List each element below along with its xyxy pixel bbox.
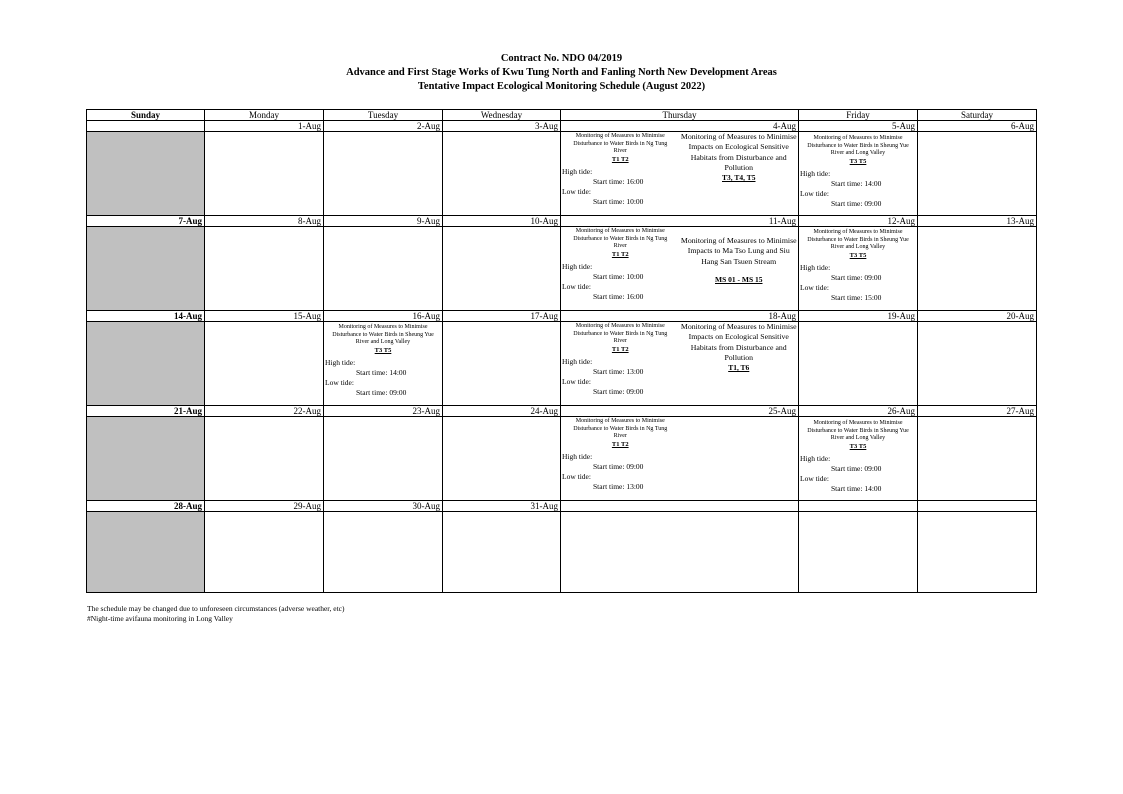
week-5-body [87,512,1037,593]
transect-tag: T3, T4, T5 [722,173,756,183]
date-cell: 25-Aug [561,406,799,417]
high-tide-start-time: Start time: 14:00 [356,368,407,378]
date-cell: 27-Aug [918,406,1037,417]
date-cell: 3-Aug [443,121,561,132]
empty-day-cell [443,417,561,501]
high-tide-start-time: Start time: 09:00 [831,273,882,283]
footnote-night-monitoring: #Night-time avifauna monitoring in Long Valley [87,614,233,623]
day-header-wednesday: Wednesday [443,110,561,121]
date-cell: 7-Aug [87,216,205,227]
week-2-dates [87,216,1037,227]
high-tide-label: High tide: [800,262,831,272]
day-header-thursday: Thursday [561,110,799,121]
schedule-title: Tentative Impact Ecological Monitoring Schedule (August 2022) [417,81,706,92]
transect-tag: T1 T2 [611,251,629,259]
date-cell: 11-Aug [561,216,799,227]
low-tide-label: Low tide: [562,187,591,197]
high-tide-start-time: Start time: 13:00 [593,367,644,377]
activity-description: Monitoring of Measures to Minimise Disturbance to Water Birds in Sheung Yue River and Long Valley T3 T5 [807,135,909,166]
day-header-row [87,110,1037,121]
empty-day-cell [443,322,561,406]
high-tide-start-time: Start time: 16:00 [593,177,644,187]
high-tide-start-time: Start time: 09:00 [831,464,882,474]
date-cell: 22-Aug [205,406,324,417]
empty-day-cell [918,227,1037,311]
week-2-body [87,227,1037,311]
footnotes [87,604,345,624]
empty-day-cell [205,322,324,406]
week-5-dates [87,501,1037,512]
empty-day-cell [205,417,324,501]
date-cell: 23-Aug [324,406,443,417]
day-header-saturday: Saturday [918,110,1037,121]
day-header-friday: Friday [799,110,918,121]
empty-day-cell [324,417,443,501]
activity-cell [561,132,799,216]
date-cell [799,501,918,512]
low-tide-start-time: Start time: 13:00 [593,482,644,492]
low-tide-start-time: Start time: 09:00 [356,388,407,398]
transect-tag: T3 T5 [374,347,392,355]
date-cell: 17-Aug [443,311,561,322]
empty-day-cell [324,132,443,216]
project-title: Advance and First Stage Works of Kwu Tung North and Fanling North New Development Areas [346,67,777,78]
sunday-shaded-cell [87,322,205,406]
empty-day-cell [205,227,324,311]
day-header-monday: Monday [205,110,324,121]
date-cell: 30-Aug [324,501,443,512]
activity-cell [324,322,443,406]
sunday-shaded-cell [87,132,205,216]
low-tide-label: Low tide: [562,472,591,482]
activity-description: Monitoring of Measures to Minimise Disturbance to Water Birds in Ng Tung River T1 T2 [573,323,668,354]
day-header-sunday: Sunday [87,110,205,121]
empty-day-cell [324,512,443,593]
high-tide-label: High tide: [562,451,593,461]
low-tide-start-time: Start time: 16:00 [593,292,644,302]
date-cell: 1-Aug [205,121,324,132]
date-cell: 21-Aug [87,406,205,417]
week-1-body [87,132,1037,216]
activity-description: Monitoring of Measures to Minimise Disturbance to Water Birds in Ng Tung River T1 T2 [573,418,668,449]
low-tide-label: Low tide: [800,189,829,199]
date-cell: 8-Aug [205,216,324,227]
week-4-dates [87,406,1037,417]
low-tide-start-time: Start time: 09:00 [593,387,644,397]
high-tide-start-time: Start time: 10:00 [593,272,644,282]
low-tide-label: Low tide: [562,377,591,387]
activity-cell [799,132,918,216]
low-tide-start-time: Start time: 10:00 [593,197,644,207]
empty-day-cell [443,227,561,311]
sunday-shaded-cell [87,512,205,593]
week-4-body [87,417,1037,501]
date-cell [561,501,799,512]
empty-day-cell [918,417,1037,501]
high-tide-label: High tide: [562,356,593,366]
low-tide-label: Low tide: [800,474,829,484]
high-tide-label: High tide: [562,166,593,176]
document-header [0,52,1123,94]
transect-tag: T1 T2 [611,156,629,164]
high-tide-label: High tide: [800,453,831,463]
activity-cell [561,417,799,501]
transect-tag: T3 T5 [849,443,867,451]
low-tide-label: Low tide: [800,283,829,293]
activity-cell [561,227,799,311]
date-cell: 24-Aug [443,406,561,417]
empty-day-cell [799,322,918,406]
activity-cell [799,417,918,501]
monitoring-calendar [86,109,1037,593]
empty-day-cell [324,227,443,311]
week-3-body [87,322,1037,406]
week-3-dates [87,311,1037,322]
high-tide-start-time: Start time: 09:00 [593,462,644,472]
contract-number: Contract No. NDO 04/2019 [500,53,623,64]
empty-day-cell [443,512,561,593]
low-tide-start-time: Start time: 15:00 [831,293,882,303]
high-tide-label: High tide: [325,357,356,367]
activity-description: Monitoring of Measures to Minimise Impacts on Ecological Sensitive Habitats from Disturbance and Pollution T3, T4, T5 [680,132,797,183]
date-cell: 5-Aug [799,121,918,132]
transect-tag: T1 T2 [611,346,629,354]
date-cell [918,501,1037,512]
date-cell: 13-Aug [918,216,1037,227]
transect-tag: T1, T6 [728,363,750,373]
activity-description: Monitoring of Measures to Minimise Impacts to Ma Tso Lung and Siu Hang San Tsuen Stream MS 01 - MS 15 [680,236,797,284]
date-cell: 28-Aug [87,501,205,512]
transect-tag: T1 T2 [611,441,629,449]
empty-day-cell [918,512,1037,593]
date-cell: 29-Aug [205,501,324,512]
date-cell: 6-Aug [918,121,1037,132]
empty-day-cell [443,132,561,216]
activity-description: Monitoring of Measures to Minimise Disturbance to Water Birds in Sheung Yue River and Long Valley T3 T5 [807,420,909,451]
date-cell: 4-Aug [561,121,799,132]
low-tide-start-time: Start time: 14:00 [831,484,882,494]
date-cell: 10-Aug [443,216,561,227]
date-cell: 14-Aug [87,311,205,322]
date-cell: 9-Aug [324,216,443,227]
date-cell [87,121,205,132]
sunday-shaded-cell [87,417,205,501]
empty-day-cell [918,132,1037,216]
transect-tag: T3 T5 [849,158,867,166]
high-tide-start-time: Start time: 14:00 [831,179,882,189]
date-cell: 20-Aug [918,311,1037,322]
date-cell: 19-Aug [799,311,918,322]
activity-description: Monitoring of Measures to Minimise Disturbance to Water Birds in Sheung Yue River and Long Valley T3 T5 [332,324,434,355]
activity-description: Monitoring of Measures to Minimise Disturbance to Water Birds in Sheung Yue River and Long Valley T3 T5 [807,229,909,260]
transect-tag: MS 01 - MS 15 [715,274,763,284]
high-tide-label: High tide: [562,261,593,271]
date-cell: 26-Aug [799,406,918,417]
date-cell: 18-Aug [561,311,799,322]
date-cell: 2-Aug [324,121,443,132]
activity-cell [799,227,918,311]
transect-tag: T3 T5 [849,252,867,260]
empty-day-cell [918,322,1037,406]
empty-day-cell [205,512,324,593]
low-tide-start-time: Start time: 09:00 [831,199,882,209]
low-tide-label: Low tide: [325,378,354,388]
empty-day-cell [561,512,799,593]
date-cell: 15-Aug [205,311,324,322]
activity-cell [561,322,799,406]
date-cell: 12-Aug [799,216,918,227]
day-header-tuesday: Tuesday [324,110,443,121]
sunday-shaded-cell [87,227,205,311]
date-cell: 31-Aug [443,501,561,512]
high-tide-label: High tide: [800,168,831,178]
activity-description: Monitoring of Measures to Minimise Disturbance to Water Birds in Ng Tung River T1 T2 [573,133,668,164]
date-cell: 16-Aug [324,311,443,322]
activity-description: Monitoring of Measures to Minimise Impacts on Ecological Sensitive Habitats from Disturbance and Pollution T1, T6 [680,322,797,373]
empty-day-cell [799,512,918,593]
empty-day-cell [205,132,324,216]
footnote-schedule-change: The schedule may be changed due to unforeseen circumstances (adverse weather, etc) [87,604,345,613]
week-1-dates [87,121,1037,132]
low-tide-label: Low tide: [562,282,591,292]
activity-description: Monitoring of Measures to Minimise Disturbance to Water Birds in Ng Tung River T1 T2 [573,228,668,259]
